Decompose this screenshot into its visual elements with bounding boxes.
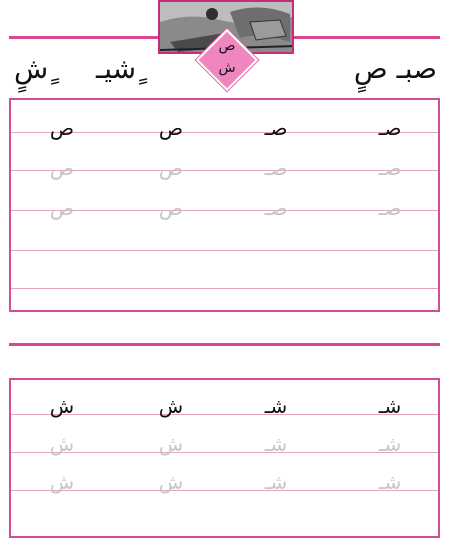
header-rule-right <box>294 36 440 39</box>
trace-letter[interactable]: ص <box>49 156 75 180</box>
header-rule-left <box>9 36 159 39</box>
trace-letter[interactable]: ش <box>158 432 184 456</box>
trace-letter[interactable]: شـ <box>378 432 402 456</box>
model-letter: ص <box>49 116 75 140</box>
model-letter: صـ <box>264 116 288 140</box>
trace-letter[interactable]: شـ <box>378 470 402 494</box>
exemplar-shin-form-2: ٍشٍ <box>14 52 49 85</box>
trace-letter[interactable]: شـ <box>264 470 288 494</box>
model-letter: ش <box>158 394 184 418</box>
trace-letter[interactable]: ش <box>49 432 75 456</box>
model-letter: ش <box>49 394 75 418</box>
badge-letter-shin: ش <box>218 60 236 76</box>
model-letter: ص <box>158 116 184 140</box>
trace-letter[interactable]: صـ <box>378 156 402 180</box>
model-letter: شـ <box>378 394 402 418</box>
trace-letter[interactable]: ص <box>158 196 184 220</box>
trace-letter[interactable]: صـ <box>264 156 288 180</box>
trace-letter[interactable]: صـ <box>378 196 402 220</box>
trace-letter[interactable]: صـ <box>264 196 288 220</box>
trace-letter[interactable]: ش <box>49 470 75 494</box>
trace-letter[interactable]: ص <box>158 156 184 180</box>
section-separator <box>9 343 440 346</box>
model-letter: شـ <box>264 394 288 418</box>
trace-letter[interactable]: شـ <box>264 432 288 456</box>
trace-letter[interactable]: ص <box>49 196 75 220</box>
practice-panel-shin <box>9 378 440 538</box>
exemplar-sad-forms: صبـ صٍ <box>353 52 437 85</box>
guide-line <box>11 250 438 251</box>
exemplar-shin-form-1: ٍشيـ <box>96 52 137 85</box>
badge-letter-sad: ص <box>218 38 236 54</box>
model-letter: صـ <box>378 116 402 140</box>
practice-panel-sad <box>9 98 440 312</box>
guide-line <box>11 288 438 289</box>
trace-letter[interactable]: ش <box>158 470 184 494</box>
